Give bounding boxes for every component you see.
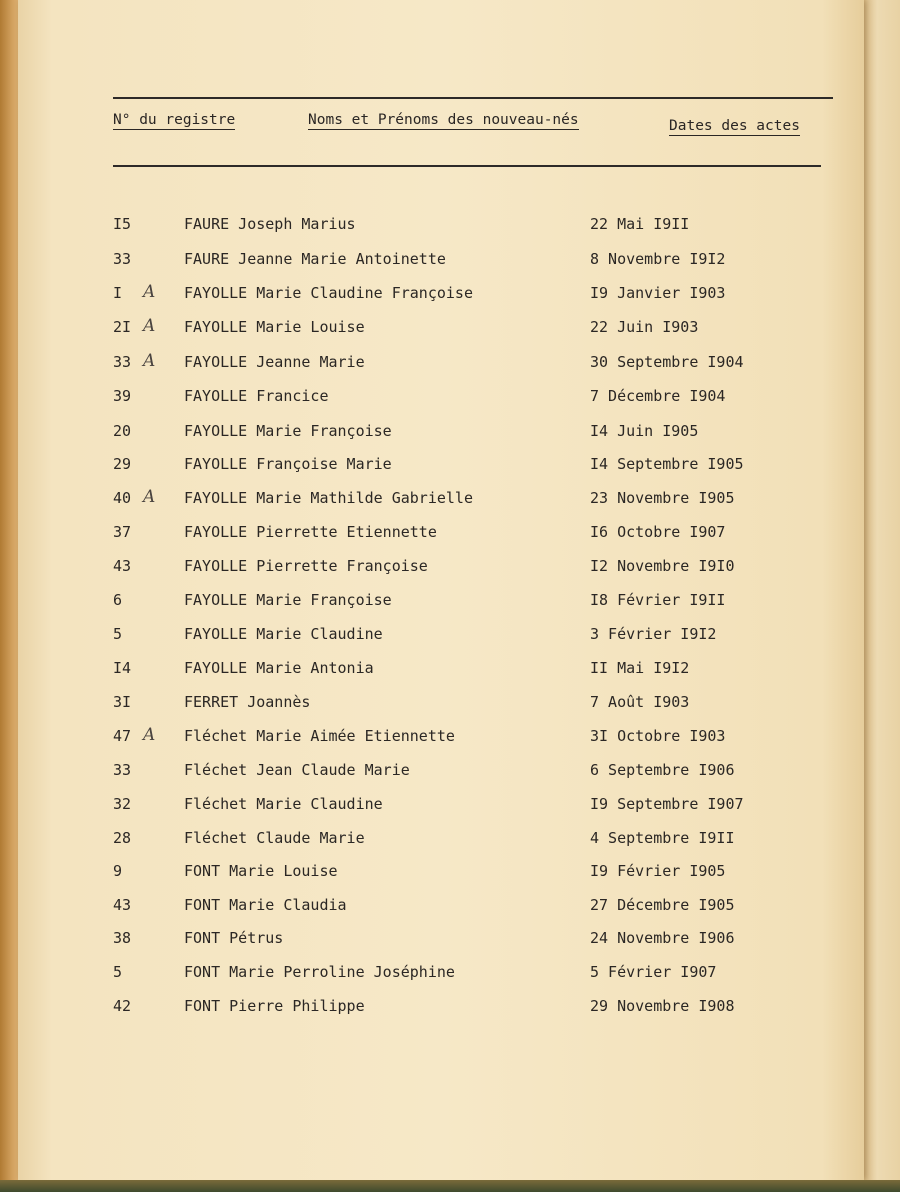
table-row bbox=[0, 215, 900, 237]
row-date: 3I Octobre I903 bbox=[590, 727, 726, 745]
row-number: 43 bbox=[113, 896, 132, 914]
table-row bbox=[0, 829, 900, 851]
table-row bbox=[0, 557, 900, 579]
table-row bbox=[0, 250, 900, 272]
row-number: 47 bbox=[113, 727, 132, 745]
row-number: 6 bbox=[113, 591, 123, 609]
row-number: 28 bbox=[113, 829, 132, 847]
row-number: 33 bbox=[113, 353, 132, 371]
margin-mark: A bbox=[143, 487, 156, 507]
row-name: FAYOLLE Marie Françoise bbox=[184, 591, 392, 609]
row-date: 7 Août I903 bbox=[590, 693, 690, 711]
row-number: 9 bbox=[113, 862, 123, 880]
row-date: II Mai I9I2 bbox=[590, 659, 690, 677]
table-row bbox=[0, 591, 900, 613]
row-name: FONT Marie Claudia bbox=[184, 896, 347, 914]
margin-mark: A bbox=[143, 282, 156, 302]
row-date: 8 Novembre I9I2 bbox=[590, 250, 726, 268]
row-name: Fléchet Claude Marie bbox=[184, 829, 365, 847]
table-row bbox=[0, 489, 900, 511]
row-number: 5 bbox=[113, 625, 123, 643]
row-name: FAURE Jeanne Marie Antoinette bbox=[184, 250, 446, 268]
row-number: 33 bbox=[113, 250, 132, 268]
row-name: FONT Pierre Philippe bbox=[184, 997, 365, 1015]
table-row bbox=[0, 896, 900, 918]
table-row bbox=[0, 422, 900, 444]
row-name: FAYOLLE Françoise Marie bbox=[184, 455, 392, 473]
col-header-noms: Noms et Prénoms des nouveau-nés bbox=[308, 112, 579, 128]
row-name: FAYOLLE Marie Mathilde Gabrielle bbox=[184, 489, 473, 507]
row-date: 29 Novembre I908 bbox=[590, 997, 735, 1015]
row-name: FAYOLLE Marie Antonia bbox=[184, 659, 374, 677]
table-row bbox=[0, 387, 900, 409]
row-date: I9 Janvier I903 bbox=[590, 284, 726, 302]
table-row bbox=[0, 929, 900, 951]
row-name: Fléchet Marie Claudine bbox=[184, 795, 383, 813]
row-name: FAYOLLE Marie Claudine Françoise bbox=[184, 284, 473, 302]
row-date: I9 Septembre I907 bbox=[590, 795, 744, 813]
table-row bbox=[0, 659, 900, 681]
row-name: FAYOLLE Francice bbox=[184, 387, 329, 405]
row-number: 29 bbox=[113, 455, 132, 473]
row-date: 30 Septembre I904 bbox=[590, 353, 744, 371]
table-row bbox=[0, 963, 900, 985]
row-date: 22 Mai I9II bbox=[590, 215, 690, 233]
row-name: FONT Marie Perroline Joséphine bbox=[184, 963, 455, 981]
row-name: FONT Pétrus bbox=[184, 929, 284, 947]
row-number: 43 bbox=[113, 557, 132, 575]
table-row bbox=[0, 318, 900, 340]
row-date: 4 Septembre I9II bbox=[590, 829, 735, 847]
col-header-registre: N° du registre bbox=[113, 112, 236, 128]
row-date: I9 Février I905 bbox=[590, 862, 726, 880]
row-date: I6 Octobre I907 bbox=[590, 523, 726, 541]
row-name: FONT Marie Louise bbox=[184, 862, 338, 880]
row-name: FAYOLLE Pierrette Françoise bbox=[184, 557, 428, 575]
bottom-strip bbox=[0, 1180, 900, 1192]
row-number: I4 bbox=[113, 659, 132, 677]
row-number: 3I bbox=[113, 693, 132, 711]
margin-mark: A bbox=[143, 316, 156, 336]
row-date: 6 Septembre I906 bbox=[590, 761, 735, 779]
table-row bbox=[0, 284, 900, 306]
row-name: FAYOLLE Marie Claudine bbox=[184, 625, 383, 643]
row-date: 7 Décembre I904 bbox=[590, 387, 726, 405]
row-date: I4 Septembre I905 bbox=[590, 455, 744, 473]
table-row bbox=[0, 997, 900, 1019]
row-number: 5 bbox=[113, 963, 123, 981]
row-date: I4 Juin I905 bbox=[590, 422, 699, 440]
row-date: 27 Décembre I905 bbox=[590, 896, 735, 914]
row-name: Fléchet Marie Aimée Etiennette bbox=[184, 727, 455, 745]
table-row bbox=[0, 353, 900, 375]
row-date: 5 Février I907 bbox=[590, 963, 717, 981]
row-number: 32 bbox=[113, 795, 132, 813]
row-date: 3 Février I9I2 bbox=[590, 625, 717, 643]
row-number: 20 bbox=[113, 422, 132, 440]
margin-mark: A bbox=[143, 725, 156, 745]
col-header-dates: Dates des actes bbox=[669, 118, 800, 134]
row-date: I8 Février I9II bbox=[590, 591, 726, 609]
table-row bbox=[0, 455, 900, 477]
row-name: FAYOLLE Pierrette Etiennette bbox=[184, 523, 437, 541]
table-row bbox=[0, 625, 900, 647]
header-top-rule bbox=[113, 97, 833, 99]
table-row bbox=[0, 523, 900, 545]
margin-mark: A bbox=[143, 351, 156, 371]
row-name: Fléchet Jean Claude Marie bbox=[184, 761, 410, 779]
row-number: 39 bbox=[113, 387, 132, 405]
row-name: FAYOLLE Marie Françoise bbox=[184, 422, 392, 440]
row-name: FERRET Joannès bbox=[184, 693, 311, 711]
table-row bbox=[0, 761, 900, 783]
row-date: I2 Novembre I9I0 bbox=[590, 557, 735, 575]
row-number: 33 bbox=[113, 761, 132, 779]
row-date: 23 Novembre I905 bbox=[590, 489, 735, 507]
table-row bbox=[0, 693, 900, 715]
row-number: 37 bbox=[113, 523, 132, 541]
row-number: I5 bbox=[113, 215, 132, 233]
row-date: 22 Juin I903 bbox=[590, 318, 699, 336]
row-number: I bbox=[113, 284, 123, 302]
table-row bbox=[0, 862, 900, 884]
row-number: 38 bbox=[113, 929, 132, 947]
header-bottom-rule bbox=[113, 165, 821, 167]
row-date: 24 Novembre I906 bbox=[590, 929, 735, 947]
table-row bbox=[0, 727, 900, 749]
row-name: FAYOLLE Marie Louise bbox=[184, 318, 365, 336]
table-row bbox=[0, 795, 900, 817]
row-name: FAURE Joseph Marius bbox=[184, 215, 356, 233]
row-number: 42 bbox=[113, 997, 132, 1015]
row-name: FAYOLLE Jeanne Marie bbox=[184, 353, 365, 371]
row-number: 40 bbox=[113, 489, 132, 507]
row-number: 2I bbox=[113, 318, 132, 336]
